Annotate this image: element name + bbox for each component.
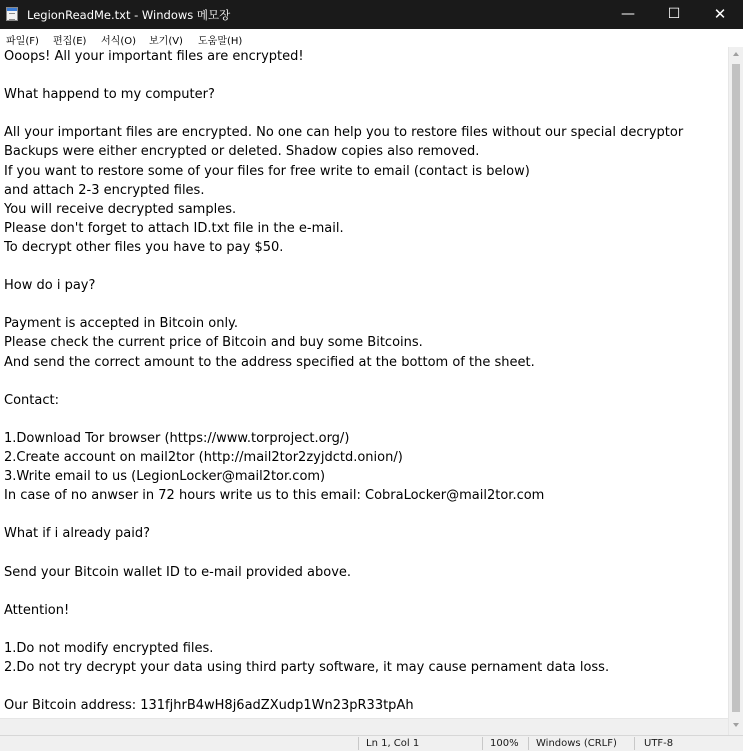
maximize-button[interactable]: ☐ — [667, 6, 681, 22]
menu-edit[interactable]: 편집(E) — [53, 36, 87, 47]
status-separator — [528, 737, 529, 750]
line-ending: Windows (CRLF) — [536, 738, 617, 749]
menu-help[interactable]: 도움말(H) — [198, 36, 243, 47]
vertical-scrollbar[interactable] — [728, 47, 743, 735]
menu-format[interactable]: 서식(O) — [101, 36, 136, 47]
menu-bar — [0, 29, 743, 47]
zoom-level: 100% — [490, 738, 519, 749]
horizontal-scrollbar[interactable] — [0, 718, 728, 735]
document-text[interactable]: Ooops! All your important files are encrypted! What happend to my computer? All your important files are encrypted. No one can help you to restore files without our special decryptor Backups were either encrypted or deleted. Shadow copies also removed. If you want to restore some of your files for free write to email (contact is below) and attach 2-3 encrypted files. You will receive decrypted samples. Please don't forget to attach ID.txt file in the e-mail. To decrypt other files you have to pay $50. How do i pay? Payment is accepted in Bitcoin only. Please check the current price of Bitcoin and buy some Bitcoins. And send the correct amount to the address specified at the bottom of the sheet. Contact: 1.Download Tor browser (https://www.torproject.org/) 2.Create account on mail2tor (http://mail2tor2zyjdctd.onion/) 3.Write email to us (LegionLocker@mail2tor.com) In case of no anwser in 72 hours write us to this email: CobraLocker@mail2tor.com What if i already paid? Send your Bitcoin wallet ID to e-mail provided above. Attention! 1.Do not modify encrypted files. 2.Do not try decrypt your data using third party software, it may cause pernament data loss. Our Bitcoin address: 131fjhrB4wH8j6adZXudp1Wn23pR33tpAh — [4, 49, 684, 714]
close-button[interactable]: ✕ — [713, 5, 727, 23]
menu-file[interactable]: 파일(F) — [6, 36, 39, 47]
status-separator — [634, 737, 635, 750]
status-separator — [482, 737, 483, 750]
cursor-position: Ln 1, Col 1 — [366, 738, 420, 749]
scroll-down-arrow-icon[interactable] — [733, 723, 739, 727]
status-bar — [0, 735, 743, 751]
window-title: LegionReadMe.txt - Windows 메모장 — [27, 8, 231, 22]
text-editor[interactable] — [0, 47, 728, 718]
minimize-button[interactable]: — — [621, 6, 635, 22]
menu-view[interactable]: 보기(V) — [149, 36, 183, 47]
notepad-icon — [6, 7, 18, 21]
title-bar[interactable] — [0, 0, 743, 29]
scrollbar-thumb[interactable] — [732, 64, 740, 712]
status-separator — [358, 737, 359, 750]
scroll-up-arrow-icon[interactable] — [733, 52, 739, 56]
encoding: UTF-8 — [644, 738, 674, 749]
